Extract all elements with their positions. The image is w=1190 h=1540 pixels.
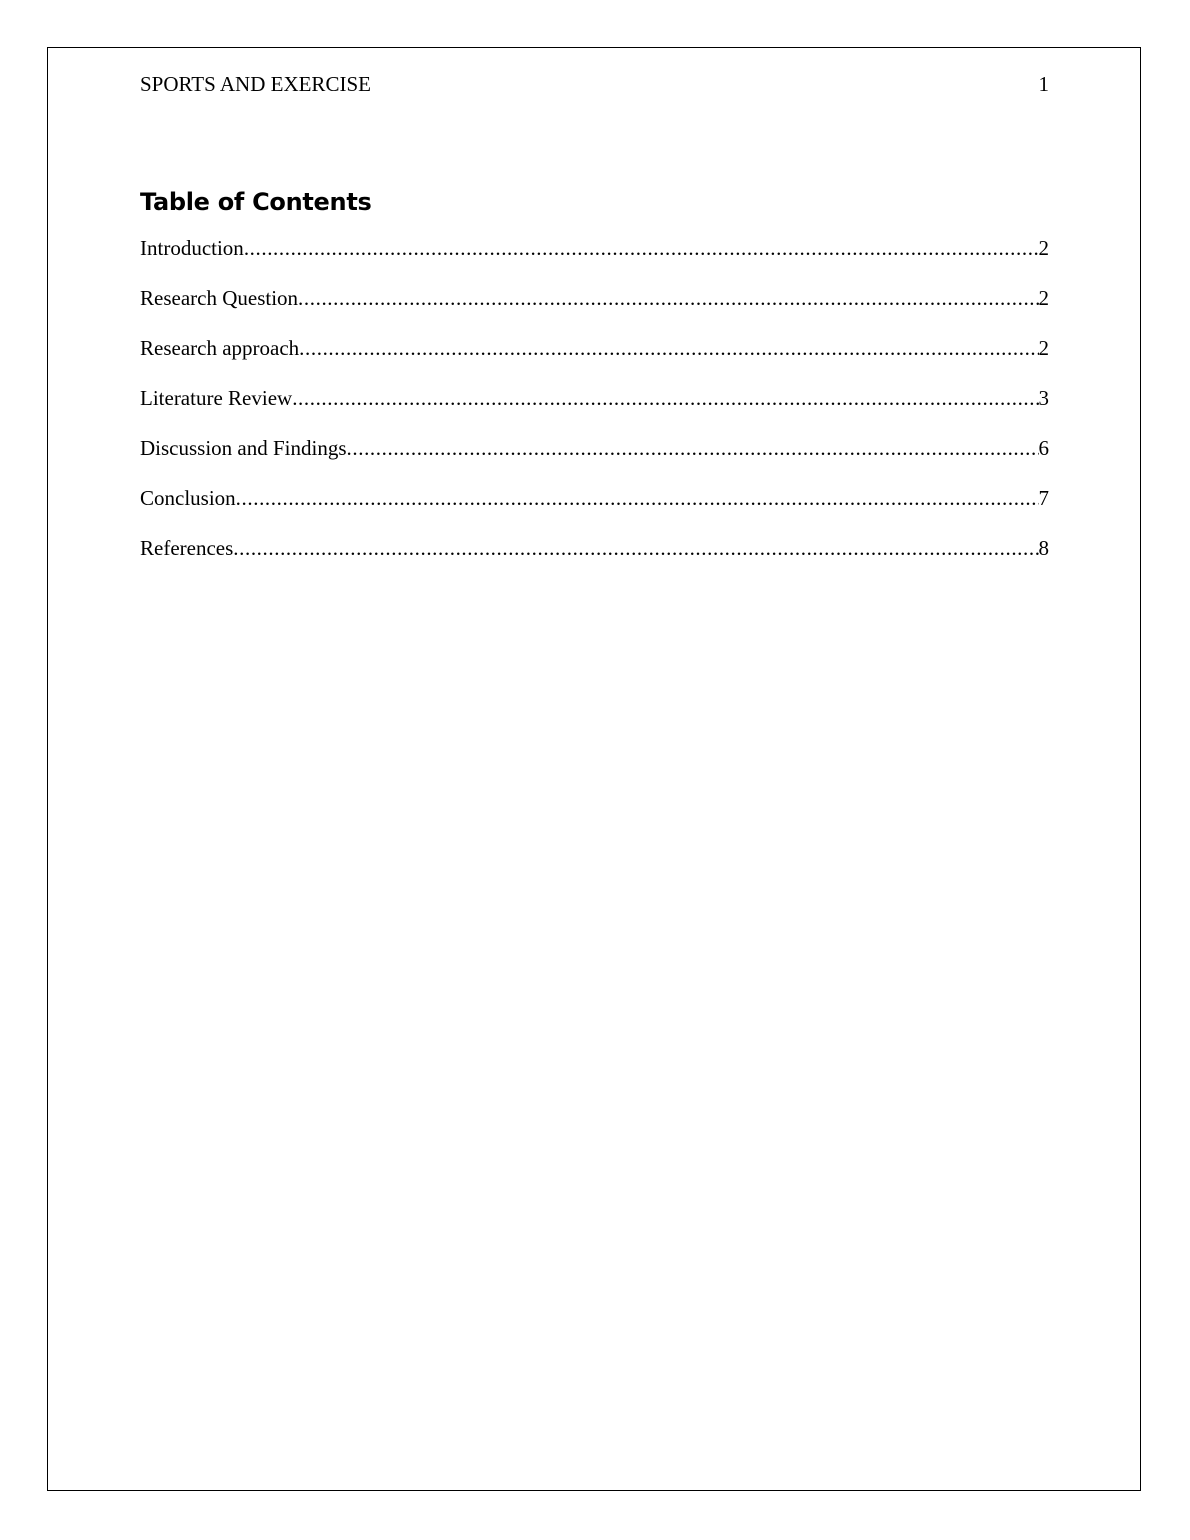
- toc-entry-literature-review[interactable]: [140, 385, 1049, 435]
- toc-entry-page: 2: [1038, 336, 1049, 360]
- toc-dot-leader: [233, 535, 1038, 561]
- toc-entry-conclusion[interactable]: [140, 485, 1049, 535]
- toc-entry-references[interactable]: [140, 535, 1049, 585]
- toc-dot-leader: [292, 385, 1038, 411]
- toc-entry-title: Literature Review: [140, 386, 293, 410]
- toc-dot-leader: [299, 335, 1038, 361]
- toc-entry-page: 2: [1038, 236, 1049, 260]
- table-of-contents: [140, 235, 1049, 585]
- toc-entry-title: Research approach: [140, 336, 300, 360]
- toc-entry-page: 3: [1038, 386, 1049, 410]
- toc-entry-title: Conclusion: [140, 486, 236, 510]
- toc-entry-research-question[interactable]: [140, 285, 1049, 335]
- running-header: [140, 71, 1049, 97]
- header-page-number: 1: [1038, 72, 1049, 96]
- toc-entry-page: 6: [1038, 436, 1049, 460]
- toc-entry-title: Discussion and Findings: [140, 436, 347, 460]
- toc-dot-leader: [347, 435, 1039, 461]
- toc-heading: Table of Contents: [140, 188, 372, 216]
- toc-entry-page: 2: [1038, 286, 1049, 310]
- toc-entry-title: References: [140, 536, 234, 560]
- toc-entry-introduction[interactable]: [140, 235, 1049, 285]
- toc-entry-title: Research Question: [140, 286, 299, 310]
- toc-dot-leader: [298, 285, 1038, 311]
- running-head-title: SPORTS AND EXERCISE: [140, 72, 371, 96]
- toc-dot-leader: [244, 235, 1039, 261]
- toc-entry-research-approach[interactable]: [140, 335, 1049, 385]
- toc-entry-discussion-and-findings[interactable]: [140, 435, 1049, 485]
- toc-entry-page: 7: [1038, 486, 1049, 510]
- toc-dot-leader: [236, 485, 1039, 511]
- toc-entry-title: Introduction: [140, 236, 244, 260]
- toc-entry-page: 8: [1038, 536, 1049, 560]
